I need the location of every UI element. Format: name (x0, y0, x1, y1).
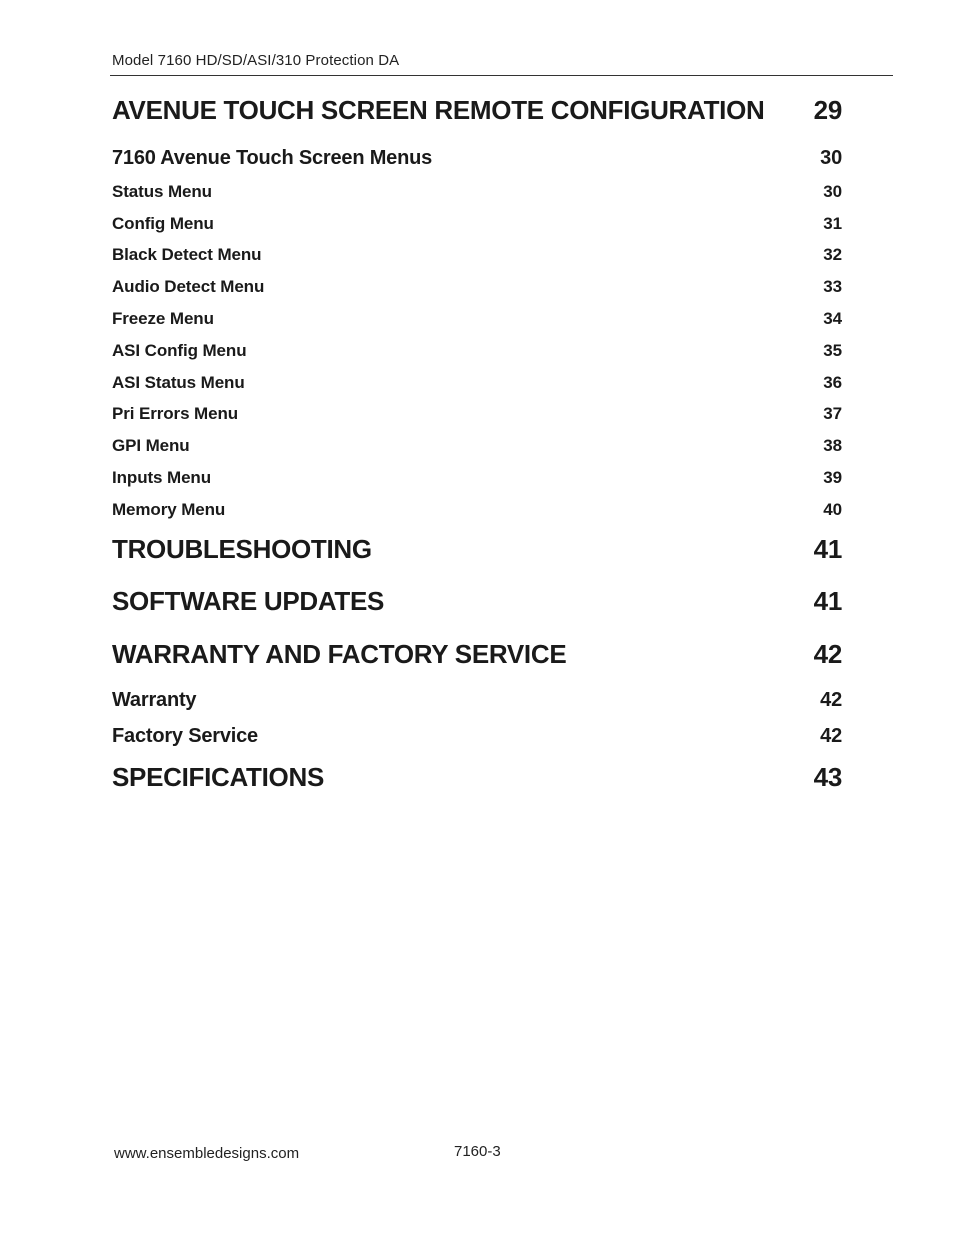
toc-entry-label: 7160 Avenue Touch Screen Menus (112, 147, 433, 169)
toc-entry-label: ASI Config Menu (112, 341, 247, 360)
toc-entry-label: Inputs Menu (112, 468, 211, 487)
running-header: Model 7160 HD/SD/ASI/310 Protection DA (112, 52, 400, 69)
toc-entry-page: 34 (823, 309, 842, 328)
toc-entry-page: 38 (823, 436, 842, 455)
toc-entry-label: Pri Errors Menu (112, 404, 239, 423)
toc-entry-gpi-menu[interactable] (112, 436, 842, 456)
toc-entry-label: SOFTWARE UPDATES (112, 586, 385, 616)
toc-entry-label: AVENUE TOUCH SCREEN REMOTE CONFIGURATION (112, 95, 765, 125)
toc-entry-page: 42 (820, 689, 842, 711)
toc-entry-inputs-menu[interactable] (112, 468, 842, 488)
toc-entry-label: WARRANTY AND FACTORY SERVICE (112, 639, 567, 669)
toc-entry-asi-status-menu[interactable] (112, 373, 842, 393)
footer-website-link[interactable]: www.ensembledesigns.com (114, 1145, 300, 1162)
toc-entry-troubleshooting[interactable] (112, 534, 842, 565)
toc-entry-freeze-menu[interactable] (112, 309, 842, 329)
toc-entry-label: ASI Status Menu (112, 373, 245, 392)
toc-entry-label: Freeze Menu (112, 309, 214, 328)
footer-page-number: 7160-3 (454, 1143, 501, 1160)
toc-entry-specifications[interactable] (112, 762, 842, 793)
toc-entry-label: SPECIFICATIONS (112, 762, 325, 792)
toc-entry-pri-errors-menu[interactable] (112, 404, 842, 424)
toc-entry-page: 30 (820, 147, 842, 169)
header-divider (110, 75, 893, 76)
toc-entry-software-updates[interactable] (112, 586, 842, 617)
toc-entry-touch-screen-menus[interactable] (112, 147, 842, 170)
toc-entry-memory-menu[interactable] (112, 500, 842, 520)
toc-entry-config-menu[interactable] (112, 214, 842, 234)
toc-entry-warranty-and-factory-service[interactable] (112, 639, 842, 670)
toc-entry-label: Factory Service (112, 725, 258, 747)
toc-entry-page: 39 (823, 468, 842, 487)
toc-entry-avenue[interactable] (112, 95, 842, 126)
toc-entry-page: 42 (820, 725, 842, 747)
toc-entry-page: 43 (813, 762, 842, 792)
toc-entry-label: Black Detect Menu (112, 245, 262, 264)
toc-entry-page: 41 (813, 586, 842, 616)
toc-entry-label: Memory Menu (112, 500, 226, 519)
toc-entry-label: GPI Menu (112, 436, 190, 455)
toc-entry-page: 35 (823, 341, 842, 360)
toc-entry-page: 42 (813, 639, 842, 669)
toc-entry-label: Status Menu (112, 182, 212, 201)
toc-entry-page: 30 (823, 182, 842, 201)
toc-entry-status-menu[interactable] (112, 182, 842, 202)
toc-entry-asi-config-menu[interactable] (112, 341, 842, 361)
toc-entry-page: 37 (823, 404, 842, 423)
toc-entry-label: TROUBLESHOOTING (112, 534, 372, 564)
toc-entry-factory-service[interactable] (112, 725, 842, 748)
toc-entry-page: 40 (823, 500, 842, 519)
toc-entry-label: Warranty (112, 689, 197, 711)
toc-entry-page: 41 (813, 534, 842, 564)
toc-entry-page: 33 (823, 277, 842, 296)
toc-entry-label: Audio Detect Menu (112, 277, 265, 296)
toc-entry-page: 36 (823, 373, 842, 392)
toc-entry-page: 29 (813, 95, 842, 125)
toc-entry-warranty[interactable] (112, 689, 842, 712)
toc-entry-black-detect-menu[interactable] (112, 245, 842, 265)
toc-entry-label: Config Menu (112, 214, 214, 233)
toc-entry-audio-detect-menu[interactable] (112, 277, 842, 297)
toc-entry-page: 31 (823, 214, 842, 233)
toc-entry-page: 32 (823, 245, 842, 264)
